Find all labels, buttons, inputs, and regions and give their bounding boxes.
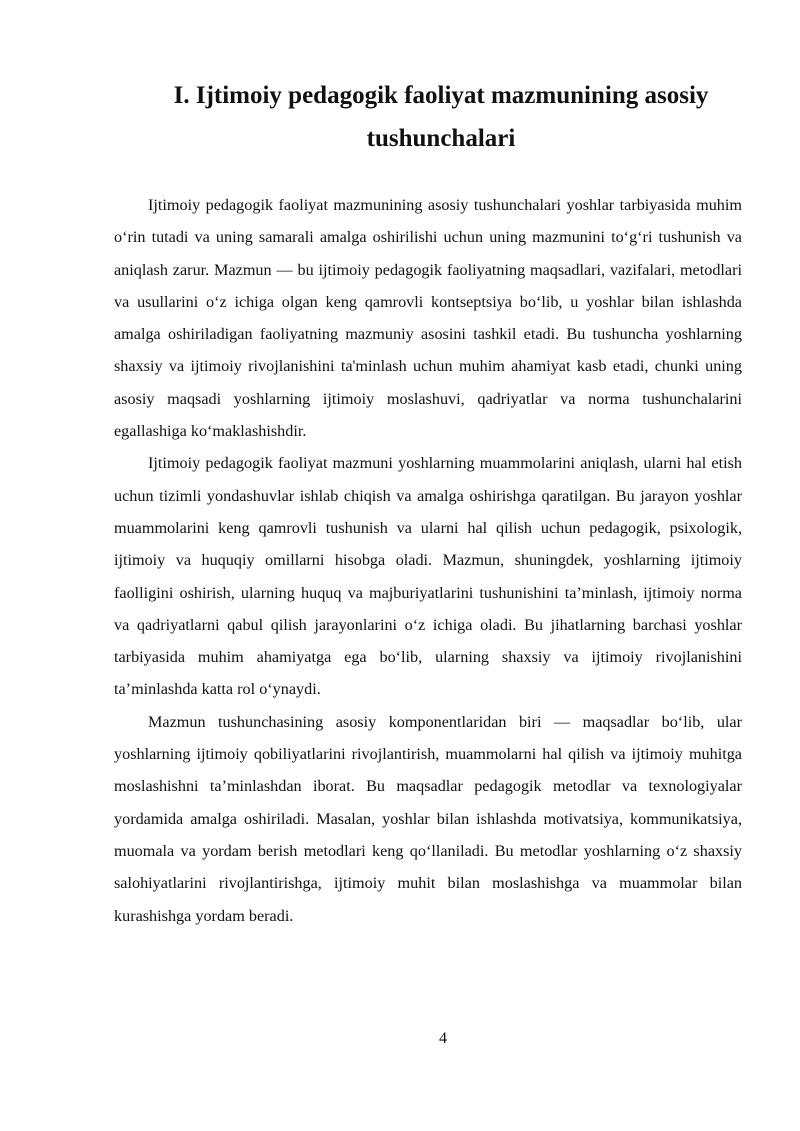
page-title: I. Ijtimoiy pedagogik faoliyat mazmunining asosiy tushunchalari [173, 82, 709, 152]
paragraph-3: Mazmun tushunchasining asosiy komponentlaridan biri — maqsadlar bo‘lib, ular yoshlarning ijtimoiy qobiliyatlarini rivojlantirish, muammolarni hal qilish va ijtimoiy muhitga moslashishni ta’minlashdan iborat. Bu maqsadlar pedagogik metodlar va texnologiyalar yordamida amalga oshiriladi. Masalan, yoshlar bilan ishlashda motivatsiya, kommunikatsiya, muomala va yordam berish metodlari keng qo‘llaniladi. Bu metodlar yoshlarning o‘z shaxsiy salohiyatlarini rivojlantirishga, ijtimoiy muhit bilan moslashishga va muammolar bilan kurashishga yordam beradi. [114, 712, 742, 925]
body-text [114, 189, 742, 932]
page-number: 4 [439, 1030, 447, 1047]
paragraph-1: Ijtimoiy pedagogik faoliyat mazmunining asosiy tushunchalari yoshlar tarbiyasida muhim o‘rin tutadi va uning samarali amalga oshirilishi uchun uning mazmunini to‘g‘ri tushunish va aniqlash zarur. Mazmun — bu ijtimoiy pedagogik faoliyatning maqsadlari, vazifalari, metodlari va usullarini o‘z ichiga olgan keng qamrovli kontseptsiya bo‘lib, u yoshlar bilan ishlashda amalga oshiriladigan faoliyatning mazmuniy asosini tashkil etadi. Bu tushuncha yoshlarning shaxsiy va ijtimoiy rivojlanishini ta'minlash uchun muhim ahamiyat kasb etadi, chunki uning asosiy maqsadi yoshlarning ijtimoiy moslashuvi, qadriyatlar va norma tushunchalarini egallashiga ko‘maklashishdir. [114, 196, 742, 441]
paragraph-2: Ijtimoiy pedagogik faoliyat mazmuni yoshlarning muammolarini aniqlash, ularni hal etish uchun tizimli yondashuvlar ishlab chiqish va amalga oshirishga qaratilgan. Bu jarayon yoshlar muammolarini keng qamrovli tushunish va ularni hal qilish uchun pedagogik, psixologik, ijtimoiy va huquqiy omillarni hisobga oladi. Mazmun, shuningdek, yoshlarning ijtimoiy faolligini oshirish, ularning huquq va majburiyatlarini tushunishini ta’minlash, ijtimoiy norma va qadriyatlarni qabul qilish jarayonlarini o‘z ichiga oladi. Bu jihatlarning barchasi yoshlar tarbiyasida muhim ahamiyatga ega bo‘lib, ularning shaxsiy va ijtimoiy rivojlanishini ta’minlashda katta rol o‘ynaydi. [114, 454, 742, 699]
